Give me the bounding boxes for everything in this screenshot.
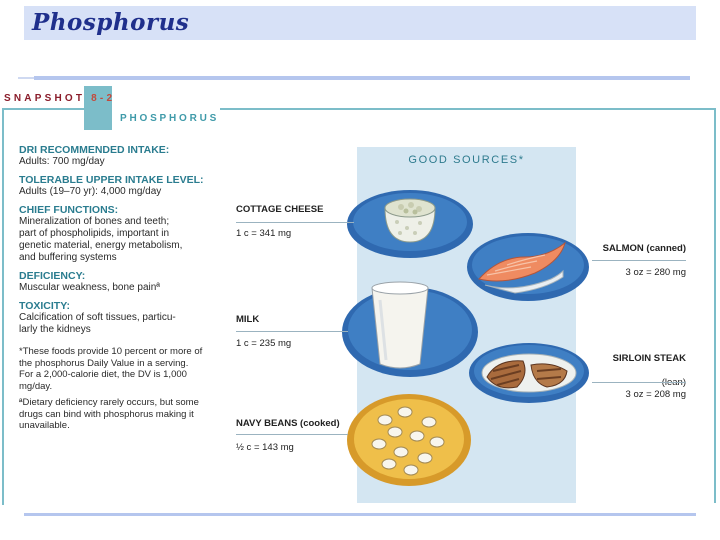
food-navy-beans bbox=[236, 406, 340, 466]
snapshot-word: SNAPSHOT bbox=[4, 93, 86, 104]
nutrient-facts bbox=[19, 144, 224, 432]
footnote-deficiency: ªDietary deficiency rarely occurs, but some drugs can bind with phosphorus making it unavailable. bbox=[19, 397, 199, 431]
deficiency-text: Muscular weakness, bone painª bbox=[19, 282, 161, 293]
top-divider bbox=[34, 76, 690, 80]
dri-heading: DRI RECOMMENDED INTAKE: bbox=[19, 144, 170, 156]
good-sources-heading: GOOD SOURCES* bbox=[408, 154, 525, 166]
functions-text: Mineralization of bones and teeth; part of phospholipids, important in genetic material, energy metabolism, and buffering systems bbox=[19, 216, 183, 263]
bottom-divider bbox=[24, 513, 696, 516]
food-amount: 3 oz = 280 mg bbox=[625, 267, 686, 278]
page-title: Phosphorus bbox=[32, 9, 190, 36]
deficiency-heading: DEFICIENCY: bbox=[19, 270, 86, 282]
milk-illustration bbox=[340, 270, 480, 382]
ul-heading: TOLERABLE UPPER INTAKE LEVEL: bbox=[19, 174, 204, 186]
salmon-illustration bbox=[465, 227, 591, 303]
food-name: MILK bbox=[236, 314, 260, 325]
panel-border-top-right bbox=[220, 108, 716, 110]
footnote-daily-value: *These foods provide 10 percent or more of the phosphorus Daily Value in a serving. For a 2,000-calorie diet, the DV is 1,000 mg/day. bbox=[19, 346, 203, 392]
leader-line bbox=[592, 260, 686, 261]
food-amount: 3 oz = 208 mg bbox=[625, 389, 686, 400]
leader-line bbox=[236, 222, 354, 223]
food-milk bbox=[236, 302, 291, 362]
food-amount: 1 c = 341 mg bbox=[236, 228, 292, 239]
snapshot-number: 8-2 bbox=[91, 93, 116, 104]
food-salmon bbox=[586, 231, 686, 291]
food-name: COTTAGE CHEESE bbox=[236, 204, 324, 215]
leader-line bbox=[236, 434, 348, 435]
panel-border-top-left bbox=[2, 108, 84, 110]
functions-heading: CHIEF FUNCTIONS: bbox=[19, 204, 119, 216]
leader-line bbox=[592, 382, 686, 383]
toxicity-text: Calcification of soft tissues, particu- larly the kidneys bbox=[19, 312, 176, 335]
panel-border-left bbox=[2, 110, 4, 505]
navy-beans-illustration bbox=[345, 392, 473, 492]
food-name: SIRLOIN STEAK bbox=[612, 353, 686, 364]
food-amount: ½ c = 143 mg bbox=[236, 442, 294, 453]
food-amount: 1 c = 235 mg bbox=[236, 338, 292, 349]
food-name: SALMON (canned) bbox=[602, 243, 686, 254]
food-sirloin-steak bbox=[586, 341, 686, 413]
snapshot-label bbox=[4, 93, 115, 104]
title-bar bbox=[24, 6, 696, 40]
leader-line bbox=[236, 331, 348, 332]
food-name: NAVY BEANS (cooked) bbox=[236, 418, 340, 429]
panel-border-right bbox=[714, 108, 716, 503]
cottage-cheese-illustration bbox=[345, 178, 475, 260]
snapshot-heading: PHOSPHORUS bbox=[120, 113, 220, 124]
dri-value: Adults: 700 mg/day bbox=[19, 156, 105, 167]
sirloin-steak-illustration bbox=[467, 335, 591, 405]
ul-value: Adults (19–70 yr): 4,000 mg/day bbox=[19, 186, 162, 197]
toxicity-heading: TOXICITY: bbox=[19, 300, 70, 312]
